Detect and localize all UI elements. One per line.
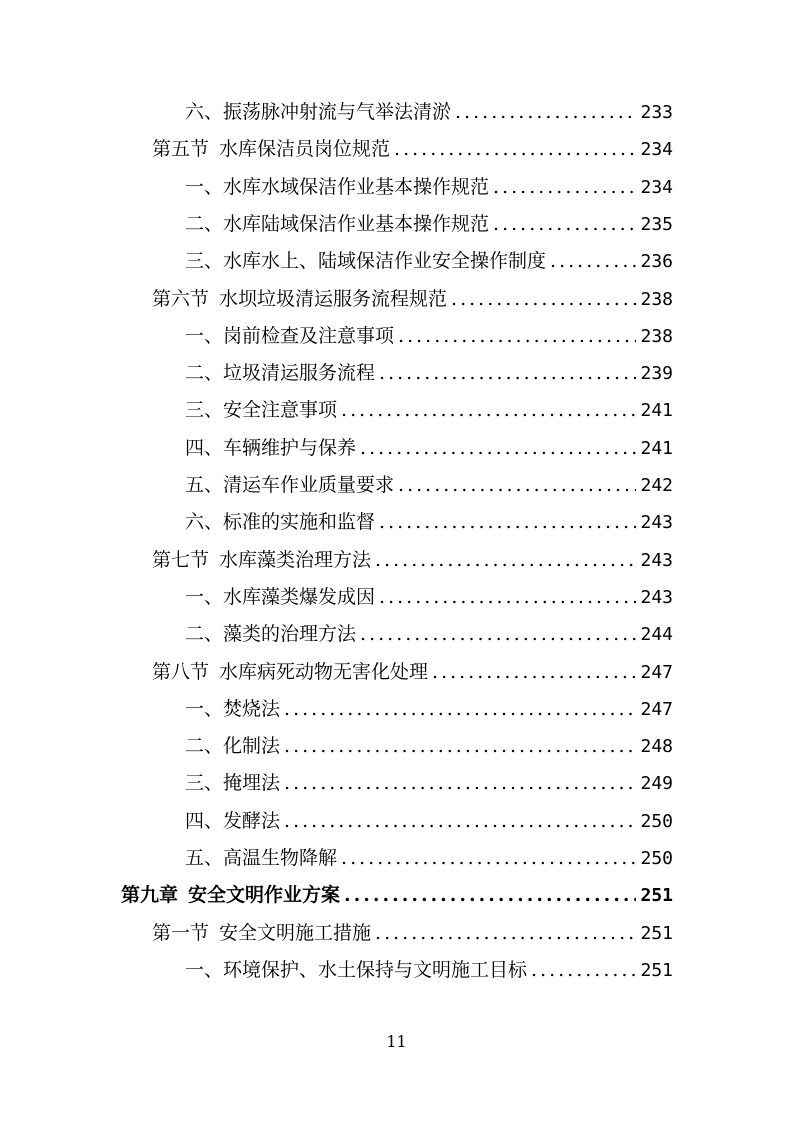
toc-entry-number: 六、 xyxy=(185,101,224,123)
toc-entry-title xyxy=(185,100,451,124)
toc-entry-text: 安全文明作业方案 xyxy=(188,884,341,907)
toc-entry-page: 238 xyxy=(640,288,673,310)
toc-entry-page: 241 xyxy=(640,437,673,459)
toc-entry-title xyxy=(185,212,489,236)
toc-entry-number: 三、 xyxy=(185,399,224,422)
toc-leader-dots xyxy=(398,473,636,497)
toc-entry-text: 水库藻类爆发成因 xyxy=(223,585,376,608)
toc-entry-text: 发酵法 xyxy=(223,809,281,832)
toc-entry-title xyxy=(185,398,337,422)
toc-entry-title xyxy=(185,510,375,534)
toc-entry-number: 二、 xyxy=(185,362,224,385)
toc-leader-dots xyxy=(379,510,636,534)
toc-entry-page: 243 xyxy=(640,549,673,571)
toc-entry[interactable] xyxy=(185,585,673,610)
toc-entry-page: 247 xyxy=(640,661,673,683)
toc-entry[interactable] xyxy=(185,175,673,200)
toc-entry-text: 车辆维护与保养 xyxy=(223,436,357,459)
toc-leader-dots xyxy=(550,249,636,273)
toc-entry-page: 242 xyxy=(640,475,673,496)
toc-entry-number: 第八节 xyxy=(152,660,210,683)
toc-entry-title xyxy=(185,436,356,460)
toc-entry-page: 235 xyxy=(640,213,673,235)
toc-entry-title xyxy=(185,175,489,199)
toc-entry[interactable] xyxy=(185,212,673,237)
toc-entry-text: 水坝垃圾清运服务流程规范 xyxy=(219,287,448,310)
toc-entry-title xyxy=(185,697,280,721)
toc-entry-page: 244 xyxy=(640,624,673,646)
toc-entry-number: 一、 xyxy=(185,697,224,720)
toc-entry-page: 250 xyxy=(640,848,673,869)
toc-entry[interactable] xyxy=(152,660,673,685)
toc-leader-dots xyxy=(451,287,636,311)
toc-entry-page: 247 xyxy=(640,698,673,720)
toc-entry-number: 三、 xyxy=(185,250,224,273)
toc-leader-dots xyxy=(493,212,636,236)
toc-entry-page: 251 xyxy=(640,885,673,907)
toc-entry-number: 一、 xyxy=(185,585,224,608)
toc-leader-dots xyxy=(360,436,636,460)
toc-entry-page: 249 xyxy=(640,773,673,795)
toc-entry-text: 水库藻类治理方法 xyxy=(219,548,372,571)
toc-entry-number: 三、 xyxy=(185,772,224,795)
toc-entry[interactable] xyxy=(185,510,673,535)
toc-entry[interactable] xyxy=(185,697,673,722)
toc-entry[interactable] xyxy=(185,958,673,983)
toc-leader-dots xyxy=(432,660,636,684)
toc-entry-text: 水库水域保洁作业基本操作规范 xyxy=(223,175,490,198)
toc-entry-number: 二、 xyxy=(185,735,224,758)
toc-leader-dots xyxy=(379,361,636,385)
toc-leader-dots xyxy=(379,585,636,609)
toc-entry-number: 一、 xyxy=(185,175,224,198)
toc-entry-title xyxy=(185,473,394,497)
toc-entry-page: 251 xyxy=(640,922,673,944)
toc-entry[interactable] xyxy=(152,137,673,162)
toc-entry[interactable] xyxy=(185,734,673,759)
toc-leader-dots xyxy=(375,548,636,572)
toc-entry-number: 六、 xyxy=(185,511,224,534)
toc-entry-text: 高温生物降解 xyxy=(223,847,338,869)
toc-entry-title xyxy=(152,548,371,572)
toc-entry-text: 安全文明施工措施 xyxy=(219,921,372,944)
toc-entry-title xyxy=(185,361,375,385)
toc-entry[interactable] xyxy=(185,324,673,349)
toc-entry-title xyxy=(185,809,280,833)
toc-entry-number: 一、 xyxy=(185,324,224,347)
toc-entry-title xyxy=(185,622,356,646)
toc-leader-dots xyxy=(394,137,636,161)
toc-entry[interactable] xyxy=(152,548,673,573)
toc-leader-dots xyxy=(284,697,636,721)
toc-entry-number: 第一节 xyxy=(152,921,210,944)
toc-entry[interactable] xyxy=(185,361,673,386)
toc-entry-text: 环境保护、水土保持与文明施工目标 xyxy=(223,958,528,981)
toc-entry-number: 五、 xyxy=(185,474,224,496)
toc-entry[interactable] xyxy=(152,287,673,312)
toc-entry-text: 清运车作业质量要求 xyxy=(223,474,395,496)
toc-entry-title xyxy=(152,660,428,684)
toc-entry-page: 243 xyxy=(640,512,673,534)
toc-entry-title xyxy=(152,921,371,945)
toc-entry-page: 241 xyxy=(640,400,673,422)
toc-leader-dots xyxy=(493,175,636,199)
toc-entry-page: 251 xyxy=(640,959,673,981)
toc-entry[interactable] xyxy=(185,100,673,125)
toc-entry-text: 焚烧法 xyxy=(223,697,281,720)
toc-leader-dots xyxy=(455,100,636,124)
toc-entry-number: 二、 xyxy=(185,212,224,235)
toc-entry-number: 一、 xyxy=(185,958,224,981)
toc-entry-title xyxy=(152,137,390,161)
toc-leader-dots xyxy=(284,771,636,795)
toc-entry-text: 掩埋法 xyxy=(223,772,281,795)
toc-entry-page: 234 xyxy=(640,176,673,198)
toc-entry-title xyxy=(185,249,546,273)
toc-entry-number: 第五节 xyxy=(152,138,210,161)
toc-entry-number: 五、 xyxy=(185,847,224,869)
toc-leader-dots xyxy=(341,846,636,870)
toc-leader-dots xyxy=(344,883,636,907)
toc-entry-text: 标准的实施和监督 xyxy=(223,511,376,534)
toc-entry-page: 248 xyxy=(640,736,673,758)
toc-entry-page: 233 xyxy=(640,102,673,123)
toc-entry-number: 二、 xyxy=(185,623,224,646)
toc-entry-number: 第九章 xyxy=(121,884,179,907)
toc-entry-title xyxy=(152,287,447,311)
toc-entry-title xyxy=(185,324,394,348)
toc-leader-dots xyxy=(360,622,636,646)
toc-entry[interactable] xyxy=(185,249,673,274)
toc-entry[interactable] xyxy=(121,883,673,908)
page-number: 11 xyxy=(386,1032,407,1051)
toc-entry-page: 250 xyxy=(640,810,673,832)
toc-leader-dots xyxy=(284,734,636,758)
toc-leader-dots xyxy=(531,958,636,982)
toc-entry-title xyxy=(121,883,340,907)
toc-entry-number: 四、 xyxy=(185,436,224,459)
toc-entry-text: 化制法 xyxy=(223,735,281,758)
toc-entry-text: 藻类的治理方法 xyxy=(223,623,357,646)
toc-entry-number: 第六节 xyxy=(152,287,210,310)
toc-entry[interactable] xyxy=(185,846,673,871)
toc-entry-page: 234 xyxy=(640,139,673,161)
toc-entry[interactable] xyxy=(185,809,673,834)
toc-entry-text: 水库病死动物无害化处理 xyxy=(219,660,429,683)
toc-leader-dots xyxy=(341,398,636,422)
toc-entry-text: 水库水上、陆域保洁作业安全操作制度 xyxy=(223,250,547,273)
toc-leader-dots xyxy=(284,809,636,833)
toc-entry-title xyxy=(185,958,527,982)
toc-entry-text: 振荡脉冲射流与气举法清淤 xyxy=(223,101,452,123)
toc-entry-title xyxy=(185,846,337,870)
toc-entry-text: 垃圾清运服务流程 xyxy=(223,362,376,385)
toc-entry[interactable] xyxy=(152,921,673,946)
toc-entry-page: 236 xyxy=(640,251,673,273)
toc-entry-text: 岗前检查及注意事项 xyxy=(223,324,395,347)
toc-entry-page: 243 xyxy=(640,586,673,608)
toc-entry-title xyxy=(185,585,375,609)
toc-entry-text: 安全注意事项 xyxy=(223,399,338,422)
toc-leader-dots xyxy=(398,324,636,348)
toc-entry[interactable] xyxy=(185,436,673,461)
toc-entry-number: 四、 xyxy=(185,809,224,832)
toc-entry-text: 水库保洁员岗位规范 xyxy=(219,138,391,161)
toc-entry-text: 水库陆域保洁作业基本操作规范 xyxy=(223,212,490,235)
toc-leader-dots xyxy=(375,921,636,945)
toc-entry-number: 第七节 xyxy=(152,548,210,571)
toc-entry-page: 238 xyxy=(640,325,673,347)
toc-entry[interactable] xyxy=(185,771,673,796)
toc-entry[interactable] xyxy=(185,398,673,423)
toc-entry-page: 239 xyxy=(640,363,673,385)
toc-entry[interactable] xyxy=(185,622,673,647)
toc-entry-title xyxy=(185,734,280,758)
toc-entry-title xyxy=(185,771,280,795)
toc-entry[interactable] xyxy=(185,473,673,498)
